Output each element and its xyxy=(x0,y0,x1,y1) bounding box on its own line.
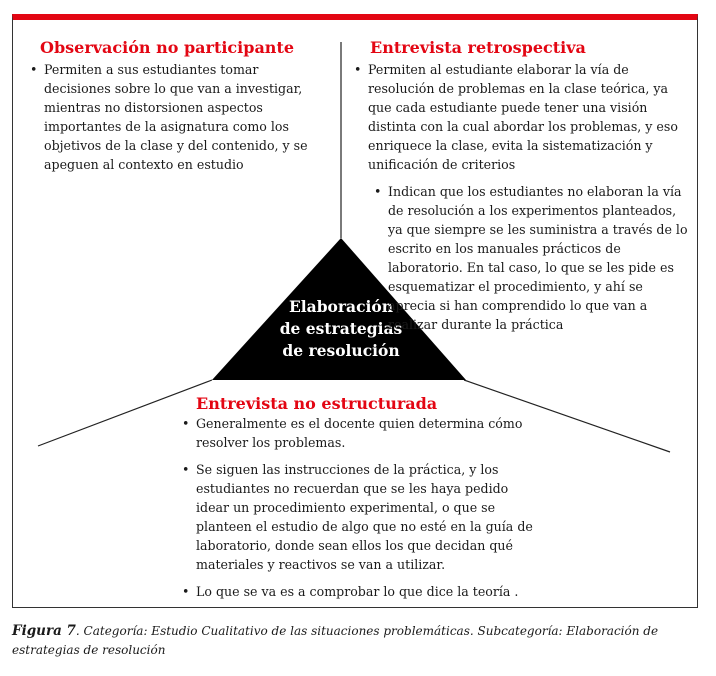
list-observacion xyxy=(30,60,322,182)
heading-observacion: Observación no participante xyxy=(40,38,295,57)
list-item: • Se siguen las instrucciones de la práctica, y los estudiantes no recuerdan que se les haya pedido idear un procedimiento experimental, o que se planteen el estudio de algo que no esté en la guía de laboratorio, donde sean ellos los que decidan qué materiales y reactivos se van a utilizar. xyxy=(182,460,542,574)
list-item: • Indican que los estudiantes no elaboran la vía de resolución a los experimentos planteados, ya que siempre se les suministra a través de lo escrito en los manuales prácticos de laboratorio. En tal caso, lo que se les pide es esquematizar el procedimiento, y ahí se aprecia si han comprendido lo que van a realizar durante la práctica xyxy=(374,182,688,334)
list-item: • Lo que se va es a comprobar lo que dice la teoría . xyxy=(182,582,542,601)
list-item: • Generalmente es el docente quien determina cómo resolver los problemas. xyxy=(182,414,542,452)
figure-caption-text: . Categoría: Estudio Cualitativo de las situaciones problemáticas. Subcategoría: Elaboración de estrategias de resolución xyxy=(12,624,659,657)
heading-retrospectiva: Entrevista retrospectiva xyxy=(370,38,586,57)
list-retrospectiva xyxy=(354,60,688,342)
list-item: • Permiten al estudiante elaborar la vía de resolución de problemas en la clase teórica, ya que cada estudiante puede tener una visión distinta con la cual abordar los problemas, y eso enriquece la clase, evita la sistematización y unificación de criterios xyxy=(354,60,688,174)
heading-no-estructurada: Entrevista no estructurada xyxy=(196,394,438,413)
center-label-line: de resolución xyxy=(282,341,400,360)
center-label-line: Elaboración xyxy=(288,297,394,316)
figure-number: Figura 7 xyxy=(12,623,76,639)
figure-caption xyxy=(12,622,702,660)
list-item: • Permiten a sus estudiantes tomar decisiones sobre lo que van a investigar, mientras no distorsionen aspectos importantes de la asignatura como los objetivos de la clase y del contenido, y se apeguen al contexto en estudio xyxy=(30,60,322,174)
center-label-line: de estrategias xyxy=(279,319,403,338)
list-no-estructurada xyxy=(182,414,542,609)
